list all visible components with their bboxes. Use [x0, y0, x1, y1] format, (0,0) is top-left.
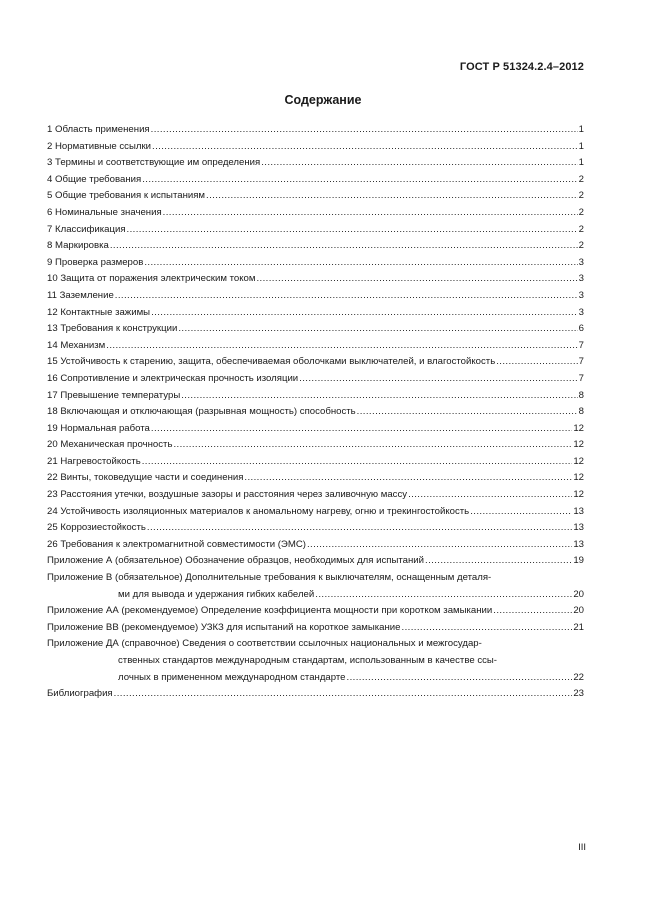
leader-dots: [163, 207, 578, 218]
toc-entry-text: 25 Коррозиестойкость: [47, 522, 146, 534]
standard-designation: ГОСТ Р 51324.2.4–2012: [459, 61, 584, 73]
toc-entry-text: 12 Контактные зажимы: [47, 306, 151, 318]
leader-dots: [347, 672, 573, 683]
toc-entry-text: 23 Расстояния утечки, воздушные зазоры и расстояния через заливочную массу: [47, 489, 408, 501]
toc-entry-text: 4 Общие требования: [47, 173, 142, 185]
leader-dots: [357, 406, 578, 417]
leader-dots: [151, 423, 572, 434]
toc-entry-page: 12: [573, 455, 584, 467]
leader-dots: [181, 390, 577, 401]
toc-entry[interactable]: [47, 273, 584, 290]
leader-dots: [142, 174, 577, 185]
toc-entry-page: 23: [573, 688, 584, 700]
toc-entry[interactable]: [47, 157, 584, 174]
toc-entry-page: 2: [578, 190, 584, 202]
leader-dots: [307, 539, 572, 550]
leader-dots: [425, 555, 572, 566]
toc-entry[interactable]: [47, 257, 584, 274]
toc-entry-text: 22 Винты, токоведущие части и соединения: [47, 472, 244, 484]
toc-entry[interactable]: [47, 406, 584, 423]
toc-entry-text: Приложение АА (рекомендуемое) Определение коэффициента мощности при коротком замыкании: [47, 605, 493, 617]
toc-entry-page: 12: [573, 422, 584, 434]
toc-entry-page: 13: [573, 522, 584, 534]
toc-entry-text: Приложение А (обязательное) Обозначение образцов, необходимых для испытаний: [47, 555, 425, 567]
toc-entry-appendix-b-line1[interactable]: Приложение В (обязательное) Дополнительные требования к выключателям, оснащенным деталя-: [47, 572, 492, 584]
toc-entry-page: 2: [578, 206, 584, 218]
toc-entry[interactable]: [47, 506, 584, 523]
toc-entry-page: 1: [578, 157, 584, 169]
leader-dots: [110, 240, 578, 251]
leader-dots: [470, 506, 572, 517]
toc-entry[interactable]: [47, 522, 584, 539]
leader-dots: [402, 622, 573, 633]
toc-entry-page: 12: [573, 472, 584, 484]
leader-dots: [244, 472, 572, 483]
toc-entry-text: 6 Номинальные значения: [47, 206, 162, 218]
leader-dots: [115, 290, 578, 301]
leader-dots: [408, 489, 572, 500]
toc-entry-page: 19: [573, 555, 584, 567]
leader-dots: [142, 456, 573, 467]
toc-entry-page: 21: [573, 621, 584, 633]
toc-entry[interactable]: [47, 390, 584, 407]
toc-entry-text: 10 Защита от поражения электрическим током: [47, 273, 256, 285]
toc-entry[interactable]: [47, 539, 584, 556]
toc-entry-text: ми для вывода и удержания гибких кабелей: [118, 588, 315, 600]
toc-entry-page: 3: [578, 273, 584, 285]
toc-entry-page: 2: [578, 173, 584, 185]
toc-entry-text: 11 Заземление: [47, 289, 114, 301]
toc-entry-text: 9 Проверка размеров: [47, 256, 144, 268]
toc-entry-page: 22: [573, 671, 584, 683]
toc-entry-text: 1 Область применения: [47, 124, 150, 135]
toc-entry-page: 2: [578, 223, 584, 235]
toc-entry-page: 6: [578, 323, 584, 335]
toc-entry[interactable]: [47, 489, 584, 506]
toc-entry-page: 7: [578, 356, 584, 368]
toc-entry-page: 20: [573, 588, 584, 600]
leader-dots: [147, 522, 572, 533]
leader-dots: [178, 323, 577, 334]
leader-dots: [151, 124, 578, 135]
toc-entry-text: 26 Требования к электромагнитной совместимости (ЭМС): [47, 538, 306, 550]
toc-entry[interactable]: [47, 174, 584, 191]
toc-entry[interactable]: [47, 124, 584, 141]
toc-entry-text: 8 Маркировка: [47, 240, 109, 252]
toc-entry-text: 20 Механическая прочность: [47, 439, 173, 451]
leader-dots: [144, 257, 577, 268]
toc-entry-appendix-da-line2[interactable]: ственных стандартов международным стандартам, использованным в качестве ссы-: [118, 655, 498, 666]
leader-dots: [114, 688, 573, 699]
leader-dots: [106, 340, 577, 351]
toc-entry-page: 8: [578, 389, 584, 401]
leader-dots: [261, 157, 577, 168]
toc-entry[interactable]: [47, 207, 584, 224]
toc-entry-text: 15 Устойчивость к старению, защита, обеспечиваемая оболочками выключателей, и влагостойкость: [47, 356, 496, 368]
toc-entry-text: 19 Нормальная работа: [47, 422, 150, 434]
toc-entry-appendix-da-line1[interactable]: Приложение ДА (справочное) Сведения о соответствии ссылочных национальных и межгосудар-: [47, 638, 482, 650]
toc-entry[interactable]: [47, 373, 584, 390]
toc-entry[interactable]: [47, 290, 584, 307]
toc-entry[interactable]: [47, 190, 584, 207]
toc-entry-text: лочных в примененном международном стандарте: [118, 671, 346, 683]
toc-entry-page: 13: [573, 538, 584, 550]
toc-entry-page: 2: [578, 240, 584, 252]
toc-entry-page: 1: [578, 124, 584, 135]
toc-entry-text: Библиография: [47, 688, 113, 700]
toc-entry-text: 3 Термины и соответствующие им определения: [47, 157, 261, 169]
toc-entry-page: 8: [578, 406, 584, 418]
toc-entry-text: 14 Механизм: [47, 339, 106, 351]
toc-entry[interactable]: [47, 356, 584, 373]
toc-entry[interactable]: [47, 224, 584, 241]
leader-dots: [152, 141, 578, 152]
table-of-contents: [47, 124, 584, 705]
toc-entry-appendix-da-line3[interactable]: [47, 672, 584, 689]
toc-entry[interactable]: [47, 472, 584, 489]
toc-entry[interactable]: [47, 340, 584, 357]
toc-entry-page: 3: [578, 289, 584, 301]
toc-entry-text: 5 Общие требования к испытаниям: [47, 190, 206, 202]
toc-entry-page: 3: [578, 256, 584, 268]
leader-dots: [173, 439, 572, 450]
leader-dots: [151, 307, 578, 318]
toc-entry-page: 12: [573, 439, 584, 451]
toc-entry-page: 13: [573, 505, 584, 517]
toc-entry-text: 17 Превышение температуры: [47, 389, 181, 401]
page-title: Содержание: [284, 93, 362, 107]
toc-entry-text: 21 Нагревостойкость: [47, 455, 141, 467]
leader-dots: [315, 589, 572, 600]
toc-entry-text: 18 Включающая и отключающая (разрывная мощность) способность: [47, 406, 356, 418]
toc-entry[interactable]: [47, 141, 584, 158]
toc-entry-bibliography[interactable]: [47, 688, 584, 705]
toc-entry-page: 12: [573, 489, 584, 501]
toc-entry-page: 7: [578, 339, 584, 351]
toc-entry-text: 24 Устойчивость изоляционных материалов к аномальному нагреву, огню и трекингостойкость: [47, 505, 470, 517]
leader-dots: [493, 605, 572, 616]
toc-entry-text: 2 Нормативные ссылки: [47, 140, 152, 152]
toc-entry-page: 7: [578, 372, 584, 384]
leader-dots: [127, 224, 578, 235]
toc-entry-page: 3: [578, 306, 584, 318]
toc-entry-appendix-b-line2[interactable]: [47, 589, 584, 606]
toc-entry-appendix-bb[interactable]: [47, 622, 584, 639]
toc-entry[interactable]: [47, 456, 584, 473]
leader-dots: [256, 273, 577, 284]
leader-dots: [299, 373, 577, 384]
toc-entry[interactable]: [47, 240, 584, 257]
toc-entry[interactable]: [47, 555, 584, 572]
toc-entry-text: 7 Классификация: [47, 223, 126, 235]
leader-dots: [206, 190, 578, 201]
toc-entry[interactable]: [47, 423, 584, 440]
leader-dots: [496, 356, 577, 367]
toc-entry[interactable]: [47, 323, 584, 340]
toc-entry-page: 20: [573, 605, 584, 617]
toc-entry-text: 16 Сопротивление и электрическая прочность изоляции: [47, 372, 299, 384]
toc-entry-appendix-aa[interactable]: [47, 605, 584, 622]
toc-entry[interactable]: [47, 307, 584, 324]
toc-entry[interactable]: [47, 439, 584, 456]
toc-entry-text: Приложение ВВ (рекомендуемое) УЗКЗ для испытаний на короткое замыкание: [47, 621, 401, 633]
toc-entry-text: 13 Требования к конструкции: [47, 323, 178, 335]
page-number: III: [578, 842, 586, 853]
toc-entry-page: 1: [578, 140, 584, 152]
